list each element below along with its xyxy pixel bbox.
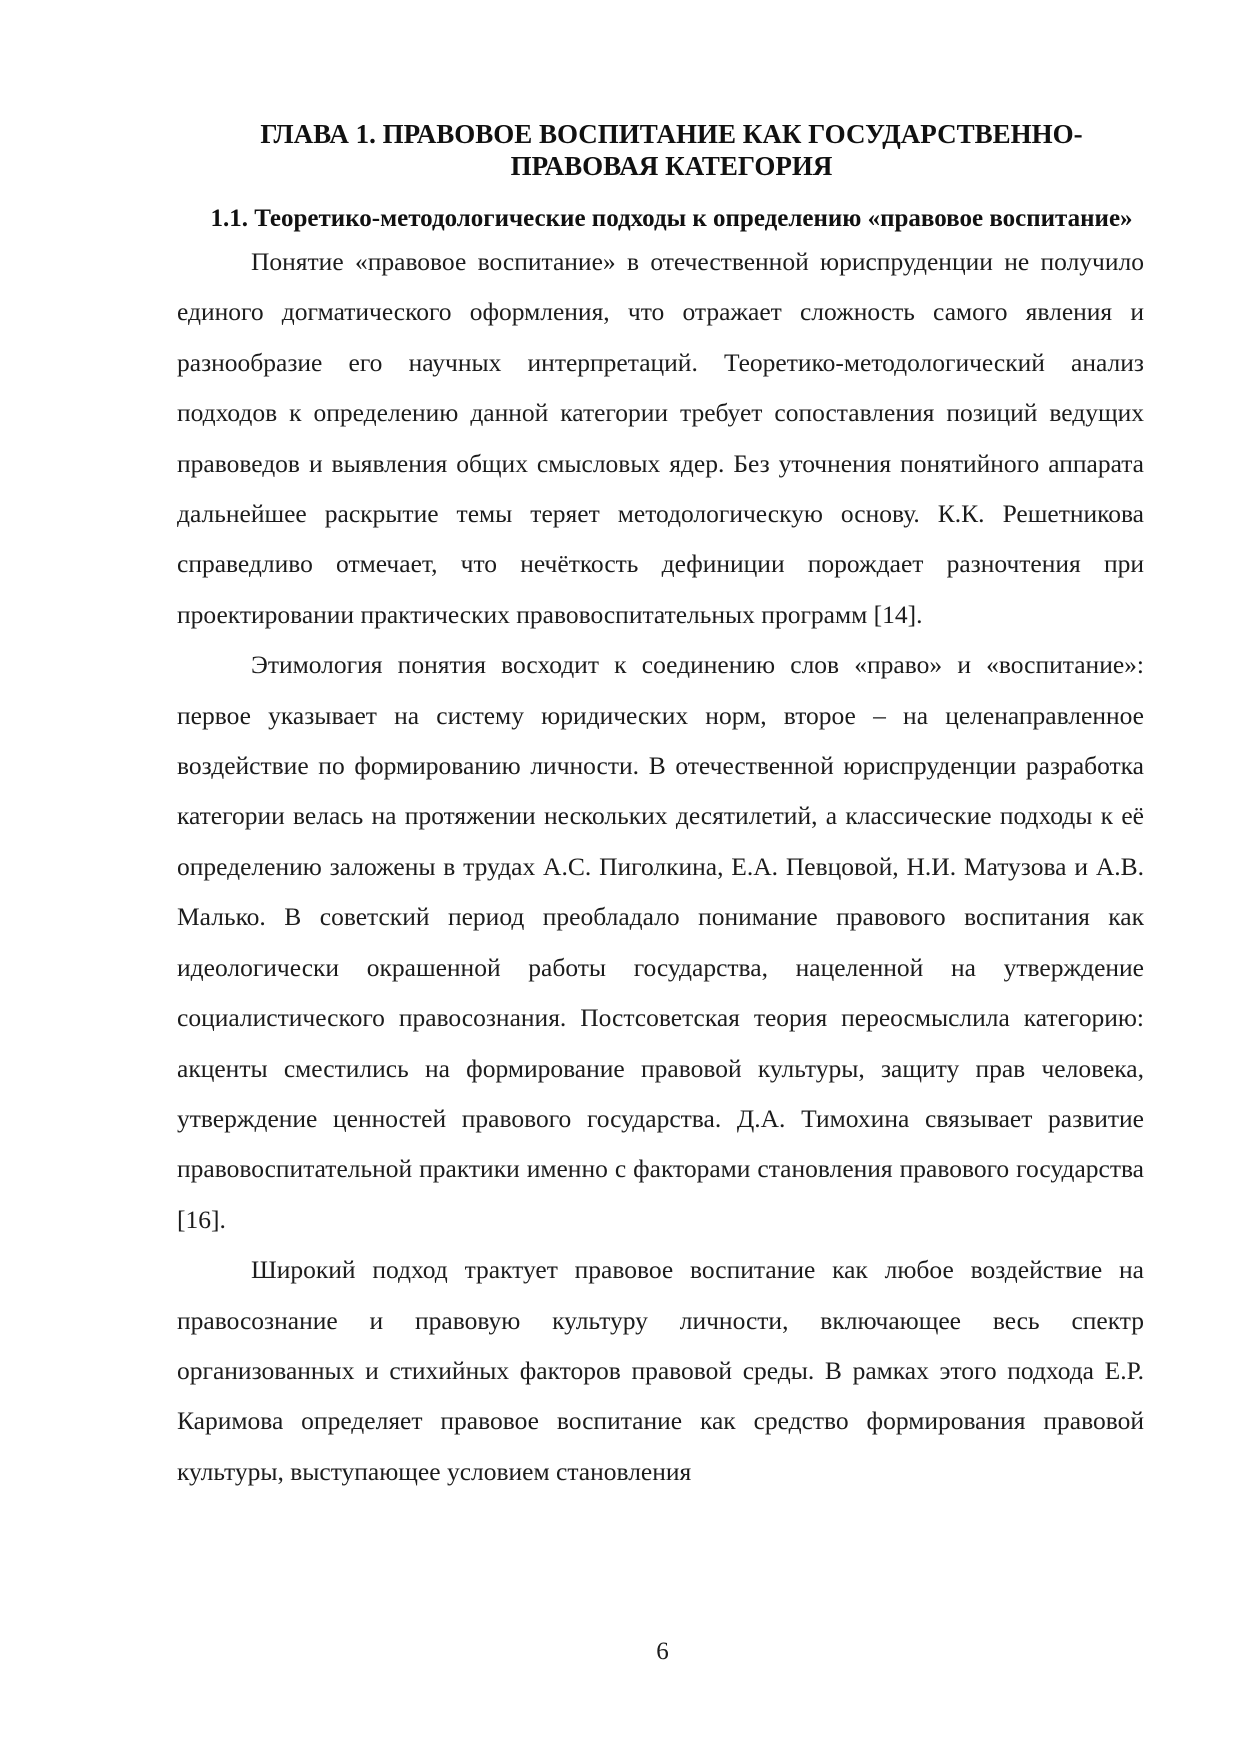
page-number: 6 xyxy=(656,1638,669,1665)
page-body xyxy=(177,118,1144,1497)
paragraph-2: Этимология понятия восходит к соединению слов «право» и «воспитание»: первое указывает на систему юридических норм, второе – на целенаправленное воздействие по формированию личности. В отечественной юриспруденции разработка категории велась на протяжении нескольких десятилетий, а классические подходы к её определению заложены в трудах А.С. Пиголкина, Е.А. Певцовой, Н.И. Матузова и А.В. Малько. В советский период преобладало понимание правового воспитания как идеологически окрашенной работы государства, нацеленной на утверждение социалистического правосознания. Постсоветская теория переосмыслила категорию: акценты сместились на формирование правовой культуры, защиту прав человека, утверждение ценностей правового государства. Д.А. Тимохина связывает развитие правовоспитательной практики именно с факторами становления правового государства [16]. xyxy=(177,650,1144,1234)
chapter-title: ГЛАВА 1. ПРАВОВОЕ ВОСПИТАНИЕ КАК ГОСУДАРСТВЕННО-ПРАВОВАЯ КАТЕГОРИЯ xyxy=(260,119,1083,181)
paragraph-1: Понятие «правовое воспитание» в отечественной юриспруденции не получило единого догматического оформления, что отражает сложность самого явления и разнообразие его научных интерпретаций. Теоретико-методологический анализ подходов к определению данной категории требует сопоставления позиций ведущих правоведов и выявления общих смысловых ядер. Без уточнения понятийного аппарата дальнейшее раскрытие темы теряет методологическую основу. К.К. Решетникова справедливо отмечает, что нечёткость дефиниции порождает разночтения при проектировании практических правовоспитательных программ [14]. xyxy=(177,247,1144,629)
section-title: 1.1. Теоретико-методологические подходы к определению «правовое воспитание» xyxy=(210,205,1133,232)
paragraph-3: Широкий подход трактует правовое воспитание как любое воздействие на правосознание и правовую культуру личности, включающее весь спектр организованных и стихийных факторов правовой среды. В рамках этого подхода Е.Р. Каримова определяет правовое воспитание как средство формирования правовой культуры, выступающее условием становления xyxy=(177,1255,1144,1486)
